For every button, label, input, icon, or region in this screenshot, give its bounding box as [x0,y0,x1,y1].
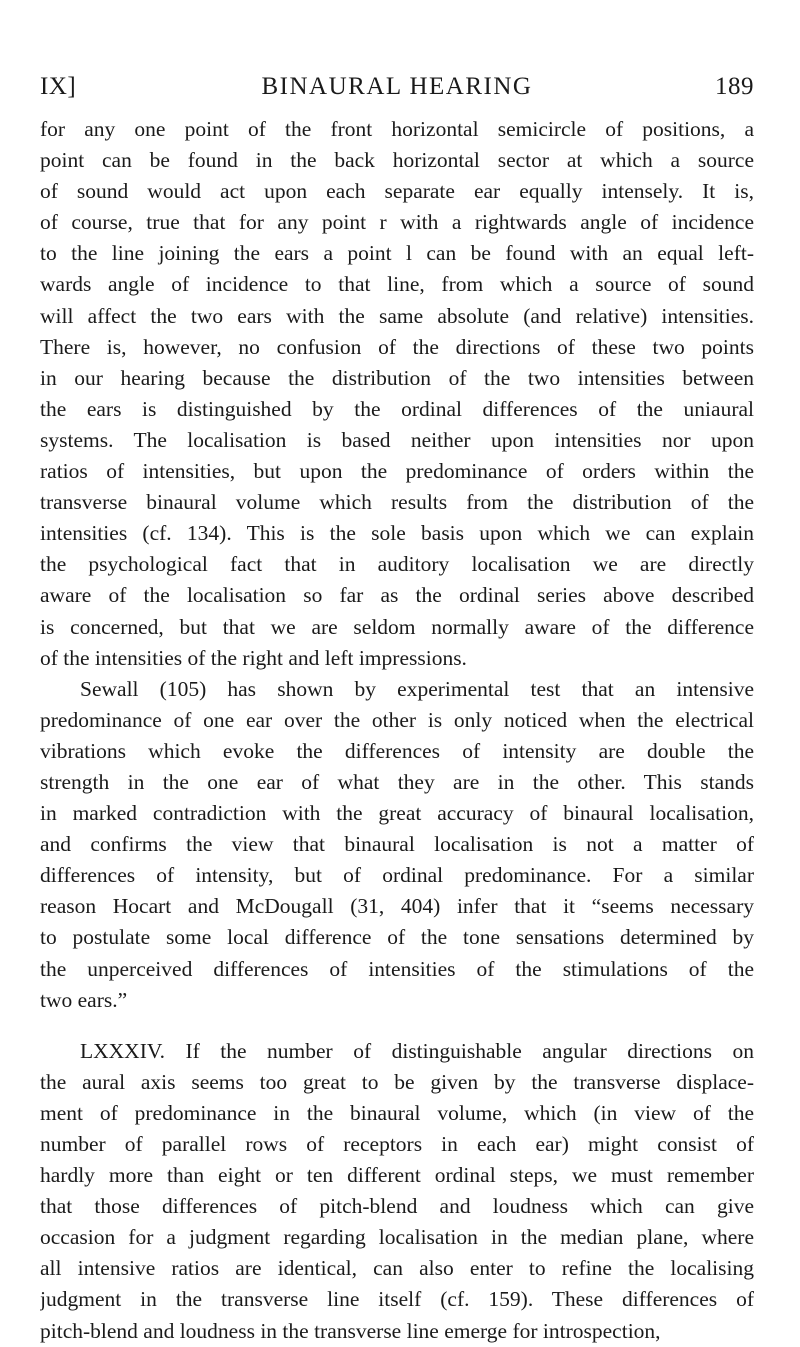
text-line: and confirms the view that binaural localisation is not a matter of [40,832,754,857]
text-line: LXXXIV. If the number of distinguishable angular directions on [80,1038,754,1063]
text-line: all intensive ratios are identical, can also enter to refine the localising [40,1256,754,1281]
text-line: for any one point of the front horizontal semicircle of positions, a [40,117,754,141]
text-line: differences of intensity, but of ordinal predominance. For a similar [40,863,754,888]
text-line: occasion for a judgment regarding localisation in the median plane, where [40,1225,754,1250]
text-line: hardly more than eight or ten different ordinal steps, we must remember [40,1163,754,1188]
chapter-number: IX] [40,73,77,100]
paragraph-1 [40,114,754,674]
text-line: in marked contradiction with the great accuracy of binaural localisation, [40,801,754,826]
text-line: aware of the localisation so far as the ordinal series above described [40,583,754,608]
text-line: wards angle of incidence to that line, from which a source of sound [40,272,754,297]
text-line: reason Hocart and McDougall (31, 404) infer that it “seems necessary [40,894,754,919]
text-line: intensities (cf. 134). This is the sole basis upon which we can explain [40,521,754,546]
text-line: the aural axis seems too great to be given by the transverse displace- [40,1069,754,1094]
text-line: to postulate some local difference of the tone sensations determined by [40,925,754,950]
paragraph-3 [40,1036,754,1347]
text-line: point can be found in the back horizontal sector at which a source [40,148,754,173]
text-line: judgment in the transverse line itself (cf. 159). These differences of [40,1287,754,1312]
body-text [40,114,754,1347]
page-number: 189 [715,73,754,100]
text-line: ment of predominance in the binaural volume, which (in view of the [40,1100,754,1125]
text-line: transverse binaural volume which results from the distribution of the [40,490,754,515]
running-head [40,70,754,104]
text-line: of the intensities of the right and left impressions. [40,645,467,670]
text-line: predominance of one ear over the other is only noticed when the electrical [40,707,754,732]
page-title: BINAURAL HEARING [261,73,533,100]
text-line: two ears.” [40,987,128,1012]
text-line: the unperceived differences of intensities of the stimulations of the [40,956,754,981]
text-line: the psychological fact that in auditory localisation we are directly [40,552,754,577]
text-line: vibrations which evoke the differences of intensity are double the [40,738,754,763]
paragraph-2 [40,674,754,1016]
text-line: to the line joining the ears a point l can be found with an equal left- [40,241,754,266]
text-line: will affect the two ears with the same absolute (and relative) intensities. [40,303,754,328]
text-line: is concerned, but that we are seldom normally aware of the difference [40,614,754,639]
text-line: systems. The localisation is based neither upon intensities nor upon [40,427,754,452]
text-line: in our hearing because the distribution of the two intensities between [40,365,754,390]
text-line: There is, however, no confusion of the directions of these two points [40,334,754,359]
text-line: the ears is distinguished by the ordinal differences of the uniaural [40,396,754,421]
text-line: Sewall (105) has shown by experimental test that an intensive [80,676,754,701]
text-line: pitch-blend and loudness in the transverse line emerge for introspection, [40,1318,661,1343]
text-line: number of parallel rows of receptors in each ear) might consist of [40,1132,754,1156]
text-line: ratios of intensities, but upon the predominance of orders within the [40,459,754,484]
text-line: that those differences of pitch-blend and loudness which can give [40,1194,754,1219]
paragraph-gap [40,1016,754,1036]
text-line: strength in the one ear of what they are in the other. This stands [40,769,754,794]
text-line: of sound would act upon each separate ear equally intensely. It is, [40,179,754,204]
text-line: of course, true that for any point r with a rightwards angle of incidence [40,210,754,235]
